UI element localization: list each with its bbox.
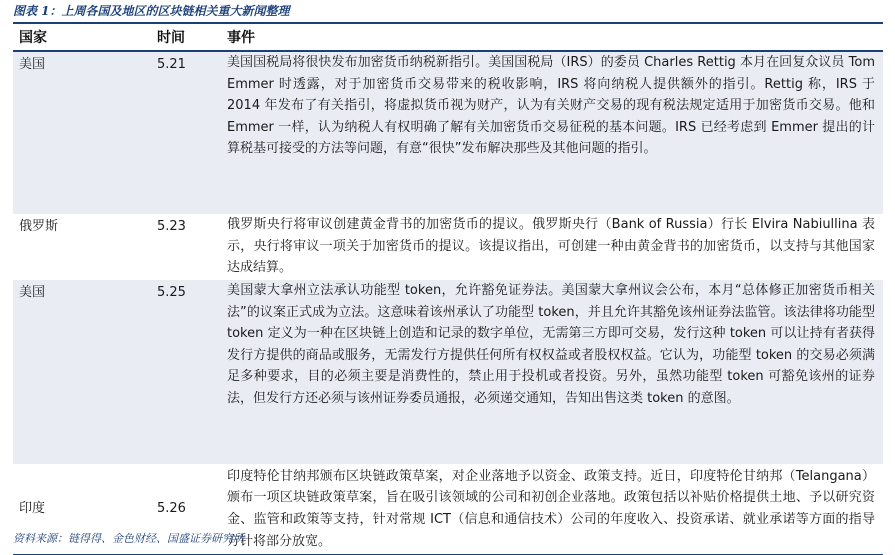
cell-country: 美国 xyxy=(19,57,46,72)
header-country: 国家 xyxy=(19,30,47,46)
cell-event: 俄罗斯央行将审议创建黄金背书的加密货币的提议。俄罗斯央行（Bank of Russia）行长 Elvira Nabiullina 表示，央行将审议一项关于加密货币的提议。该提议指出，可创建一种由黄金背书的加密货币，以支持与其他国家达成结算。 xyxy=(227,217,875,276)
table-caption: 图表 1：上周各国及地区的区块链相关重大新闻整理 xyxy=(13,4,290,18)
header-time: 时间 xyxy=(157,30,185,46)
cell-country: 美国 xyxy=(19,285,46,300)
cell-country: 俄罗斯 xyxy=(19,219,59,234)
cell-country: 印度 xyxy=(19,501,46,516)
cell-event: 美国蒙大拿州立法承认功能型 token，允许豁免证券法。美国蒙大拿州议会公布，本月“总体修正加密货币相关法”的议案正式成为立法。这意味着该州承认了功能型 token，并且允许其豁免该州证券法监管。该法律将功能型 token 定义为一种在区块链上创造和记录的数字单位，无需第三方即可交易，发行这种 token 可以让持有者获得发行方提供的商品或服务，无需发行方提供任何所有权权益或者股权权益。它认为，功能型 token 的交易必须满足多种要求，目的必须主要是消费性的，禁止用于投机或者投资。另外，虽然功能型 token 可豁免该州的证券法，但发行方还必须与该州证券委员通报，必须递交通知，告知出售这类 token 的意图。 xyxy=(227,283,875,406)
cell-event: 印度特伦甘纳邦颁布区块链政策草案，对企业落地予以资金、政策支持。近日，印度特伦甘纳邦（Telangana）颁布一项区块链政策草案，旨在吸引该领域的公司和初创企业落地。政策包括以补贴价格提供土地、予以研究资金、监管和政策等支持，针对常规 ICT（信息和通信技术）公司的年度收入、投资承诺、就业承诺等方面的指导方针将部分放宽。 xyxy=(227,468,875,549)
table-row xyxy=(13,52,883,214)
cell-event: 美国国税局将很快发布加密货币纳税新指引。美国国税局（IRS）的委员 Charles Rettig 本月在回复众议员 Tom Emmer 时透露，对于加密货币交易带来的税收影响，IRS 将向纳税人提供额外的指引。Rettig 称，IRS 于 2014 年发布了有关指引，将虚拟货币视为财产，认为有关财产交易的现有税法规定适用于加密货币交易。他和 Emmer 一样，认为纳税人有权明确了解有关加密货币交易征税的基本问题。IRS 已经考虑到 Emmer 提出的计算税基可接受的方法等问题，有意“很快”发布解决那些及其他问题的指引。 xyxy=(227,55,875,157)
cell-time: 5.26 xyxy=(157,501,186,516)
news-table xyxy=(13,22,883,555)
cell-time: 5.21 xyxy=(157,57,186,72)
table-row xyxy=(13,214,883,280)
cell-time: 5.25 xyxy=(157,285,186,300)
cell-time: 5.23 xyxy=(157,219,186,234)
source-note: 资料来源：链得得、金色财经、国盛证券研究所 xyxy=(13,532,244,545)
table-row xyxy=(13,280,883,464)
table-header xyxy=(13,24,883,52)
header-event: 事件 xyxy=(227,30,255,46)
